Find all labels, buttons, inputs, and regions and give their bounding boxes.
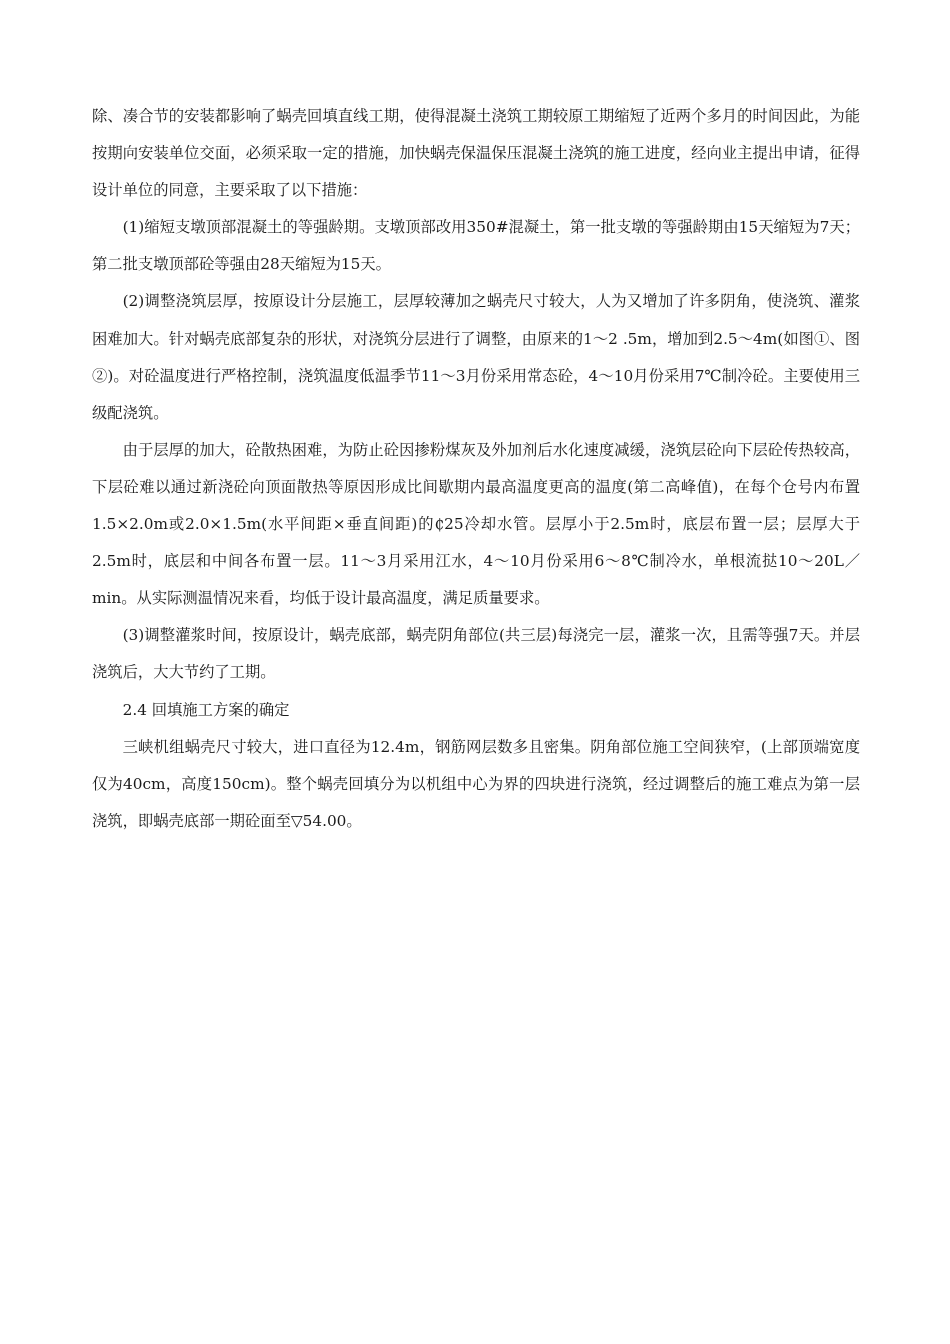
paragraph-measure-3: (3)调整灌浆时间，按原设计，蜗壳底部，蜗壳阴角部位(共三层)每浇完一层，灌浆一次，且需等强7天。并层浇筑后，大大节约了工期。 xyxy=(92,626,860,682)
paragraph-measure-1: (1)缩短支墩顶部混凝土的等强龄期。支墩顶部改用350#混凝土，第一批支墩的等强龄期由15天缩短为7天；第二批支墩顶部砼等强由28天缩短为15天。 xyxy=(92,218,860,274)
document-body xyxy=(92,98,860,840)
paragraph-intro: 除、凑合节的安装都影响了蜗壳回填直线工期，使得混凝土浇筑工期较原工期缩短了近两个多月的时间因此，为能按期向安装单位交面，必须采取一定的措施，加快蜗壳保温保压混凝土浇筑的施工进度，经向业主提出申请，征得设计单位的同意，主要采取了以下措施： xyxy=(92,107,860,200)
paragraph-backfill: 三峡机组蜗壳尺寸较大，进口直径为12.4m，钢筋网层数多且密集。阴角部位施工空间狭窄，(上部顶端宽度仅为40cm，高度150cm)。整个蜗壳回填分为以机组中心为界的四块进行浇筑，经过调整后的施工难点为第一层浇筑，即蜗壳底部一期砼面至▽54.00。 xyxy=(92,737,860,830)
paragraph-measure-2: (2)调整浇筑层厚，按原设计分层施工，层厚较薄加之蜗壳尺寸较大，人为又增加了许多阴角，使浇筑、灌浆困难加大。针对蜗壳底部复杂的形状，对浇筑分层进行了调整，由原来的1～2 .5m，增加到2.5～4m(如图①、图②)。对砼温度进行严格控制，浇筑温度低温季节11～3月份采用常态砼，4～10月份采用7℃制冷砼。主要使用三级配浇筑。 xyxy=(92,292,860,422)
section-heading-2-4: 2.4 回填施工方案的确定 xyxy=(122,700,290,719)
paragraph-cooling: 由于层厚的加大，砼散热困难，为防止砼因掺粉煤灰及外加剂后水化速度减缓，浇筑层砼向下层砼传热较高，下层砼难以通过新浇砼向顶面散热等原因形成比间歇期内最高温度更高的温度(第二高峰值)，在每个仓号内布置1.5×2.0m或2.0×1.5m(水平间距×垂直间距)的₵25冷却水管。层厚小于2.5m时，底层布置一层；层厚大于2.5m时，底层和中间各布置一层。11～3月采用江水，4～10月份采用6～8℃制冷水，单根流挞10～20L／min。从实际测温情况来看，均低于设计最高温度，满足质量要求。 xyxy=(92,440,860,608)
